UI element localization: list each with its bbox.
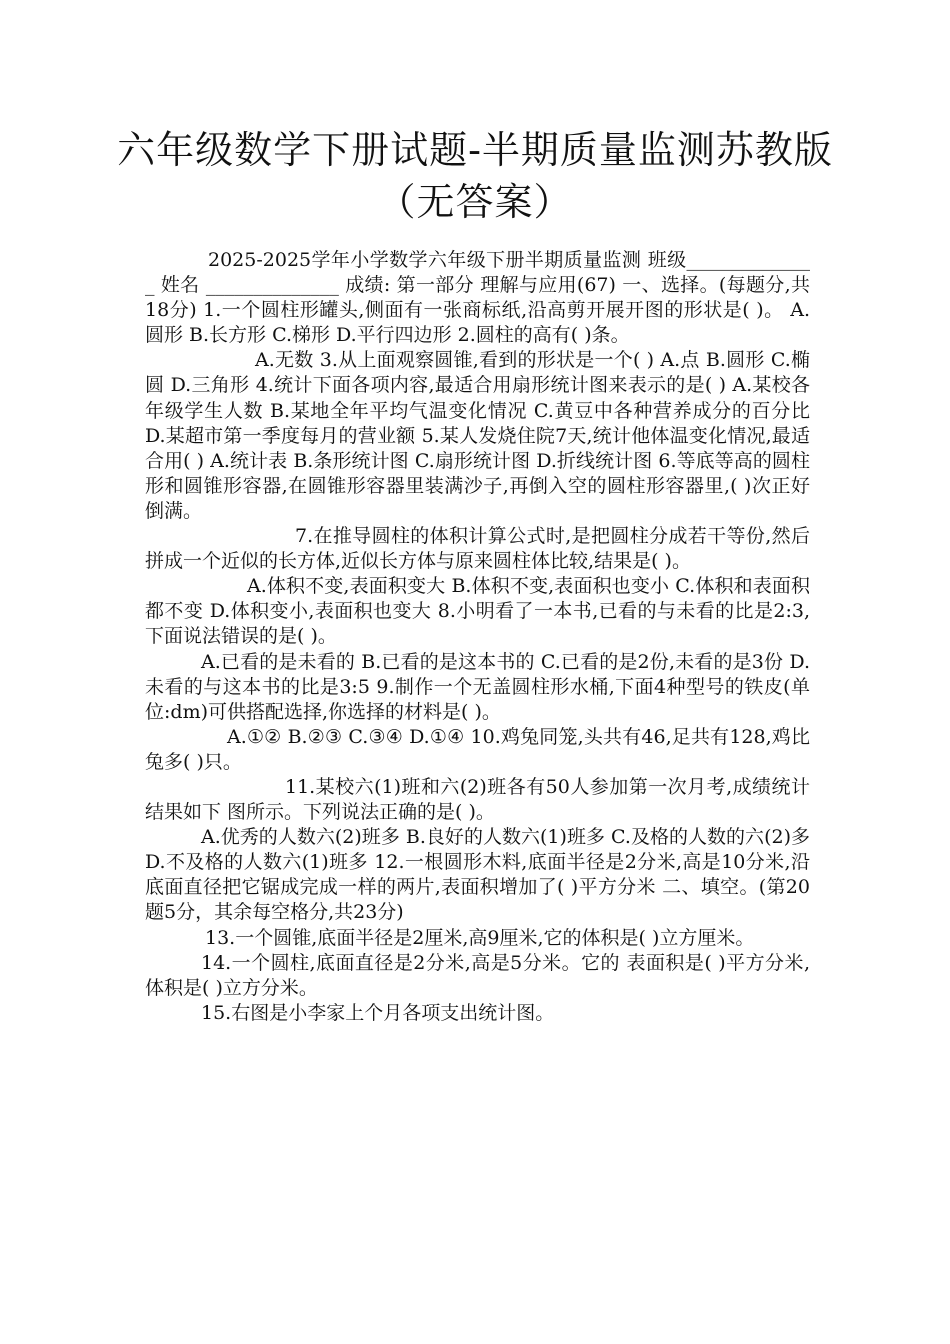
paragraph-q7-options-q8: A.体积不变,表面积变大 B.体积不变,表面积也变小 C.体积和表面积都不变 D.体积变小,表面积也变大 8.小明看了一本书,已看的与未看的比是2:3,下面说法错误的是( )。 xyxy=(145,575,810,648)
paragraph-q15: 15.右图是小李家上个月各项支出统计图。 xyxy=(201,1001,555,1024)
paragraph-q13: 13.一个圆锥,底面半径是2厘米,高9厘米,它的体积是( )立方厘米。 xyxy=(205,926,755,949)
document-body xyxy=(145,248,810,1026)
paragraph-q11-options-q12-section2: A.优秀的人数六(2)班多 B.良好的人数六(1)班多 C.及格的人数的六(2)多 D.不及格的人数六(1)班多 12.一根圆形木料,底面半径是2分米,高是10分米,沿底面直径把它锯成完成一样的两片,表面积增加了( )平方分米 二、填空。(第20题5分，其余每空格分,共23分) xyxy=(145,826,810,924)
paragraph-q7: 7.在推导圆柱的体积计算公式时,是把圆柱分成若干等份,然后拼成一个近似的长方体,近似长方体与原来圆柱体比较,结果是( )。 xyxy=(145,525,810,573)
paragraph-q9-options-q10: A.①② B.②③ C.③④ D.①④ 10.鸡兔同笼,头共有46,足共有128,鸡比兔多( )只。 xyxy=(145,725,810,773)
paragraph-header-q1-q2: 2025-2025学年小学数学六年级下册半期质量监测 班级______________ 姓名 ______________ 成绩: 第一部分 理解与应用(67) 一、选择。(每题分,共18分) 1.一个圆柱形罐头,侧面有一张商标纸,沿高剪开展开图的形状是( )。 A.圆形 B.长方形 C.梯形 D.平行四边形 2.圆柱的高有( )条。 xyxy=(145,249,810,347)
paragraph-q14: 14.一个圆柱,底面直径是2分米,高是5分米。它的 表面积是( )平方分米,体积是( )立方分米。 xyxy=(145,951,810,999)
document-subtitle: （无答案） xyxy=(377,180,573,224)
document-title: 六年级数学下册试题-半期质量监测苏教版 xyxy=(117,128,833,172)
paragraph-q8-options-q9: A.已看的是未看的 B.已看的是这本书的 C.已看的是2份,未看的是3份 D.未看的与这本书的比是3:5 9.制作一个无盖圆柱形水桶,下面4种型号的铁皮(单位:dm)可供搭配选择,你选择的材料是( )。 xyxy=(145,650,810,723)
paragraph-q3-q6: A.无数 3.从上面观察圆锥,看到的形状是一个( ) A.点 B.圆形 C.椭圆 D.三角形 4.统计下面各项内容,最适合用扇形统计图来表示的是( ) A.某校各年级学生人数 B.某地全年平均气温变化情况 C.黄豆中各种营养成分的百分比 D.某超市第一季度每月的营业额 5.某人发烧住院7天,统计他体温变化情况,最适合用( ) A.统计表 B.条形统计图 C.扇形统计图 D.折线统计图 6.等底等高的圆柱形和圆锥形容器,在圆锥形容器里装满沙子,再倒入空的圆柱形容器里,( )次正好倒满。 xyxy=(145,349,810,522)
paragraph-q11: 11.某校六(1)班和六(2)班各有50人参加第一次月考,成绩统计结果如下 图所示。下列说法正确的是( )。 xyxy=(145,775,810,824)
